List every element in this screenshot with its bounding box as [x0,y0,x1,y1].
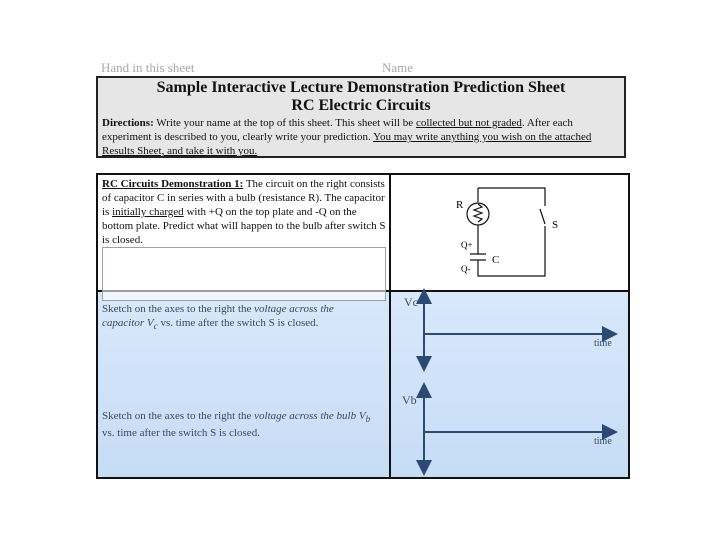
c-label: C [492,254,500,266]
sketch-instruction-bulb [102,409,372,440]
demo-underlined: initially charged [112,206,184,218]
s-label: S [552,219,559,231]
vc-axis-label: Vc [404,295,418,309]
circuit-wire-bottom [478,226,545,276]
directions-underline-1: collected but not graded [415,117,522,129]
sketch1-sub: c [153,321,158,332]
capacitor-icon [470,254,486,260]
resistor-icon [474,204,482,222]
sketch2-sub: b [365,414,371,425]
rc-circuit-diagram [350,180,570,290]
sketch2-text-a: Sketch on the axes to the right the [102,410,255,422]
title-box [96,76,626,158]
page-title: Sample Interactive Lecture Demonstration Prediction Sheet [156,79,566,96]
demo-heading: RC Circuits Demonstration 1: [102,178,244,190]
vb-time-label: time [594,436,612,447]
directions-text-2: . After each experiment is described to you, clearly write your prediction. [102,117,573,143]
directions-text-1: Write your name at the top of this sheet. This sheet will be [156,117,416,129]
sketch-axes [390,284,626,476]
circuit-wire-top [478,188,545,200]
directions-underline-2: You may write anything you wish on the attached Results Sheet, and take it with you. [102,131,592,157]
sketch1-text-b: vs. time after the switch S is closed. [157,317,319,329]
q-plus-label: Q+ [461,240,473,250]
name-label: Name [382,60,414,75]
demo-description [102,177,386,247]
switch-icon [540,200,545,224]
sketch-instruction-capacitor [102,302,372,333]
vb-axis-label: Vb [402,393,417,407]
directions [102,116,622,158]
sketch2-italic: voltage across the bulb V [254,410,366,422]
sketch2-text-b: vs. time after the switch S is closed. [102,427,260,440]
q-minus-label: Q- [461,264,471,274]
demo-text-a: The circuit on the right consists of capacitor C in series with a bulb (resistance R). The capacitor is [102,178,385,218]
r-label: R [456,199,464,211]
page-subtitle: RC Electric Circuits [291,97,431,114]
vc-time-label: time [594,338,612,349]
prediction-input[interactable] [102,247,386,301]
directions-label: Directions: [102,117,154,129]
hand-in-note: Hand in this sheet [101,60,195,75]
sketch1-text-a: Sketch on the axes to the right the [102,303,255,315]
demo-text-b: with +Q on the top plate and -Q on the bottom plate. Predict what will happen to the bulb after switch S is closed. [102,206,386,246]
sketch1-italic: voltage across the capacitor V [102,303,334,329]
